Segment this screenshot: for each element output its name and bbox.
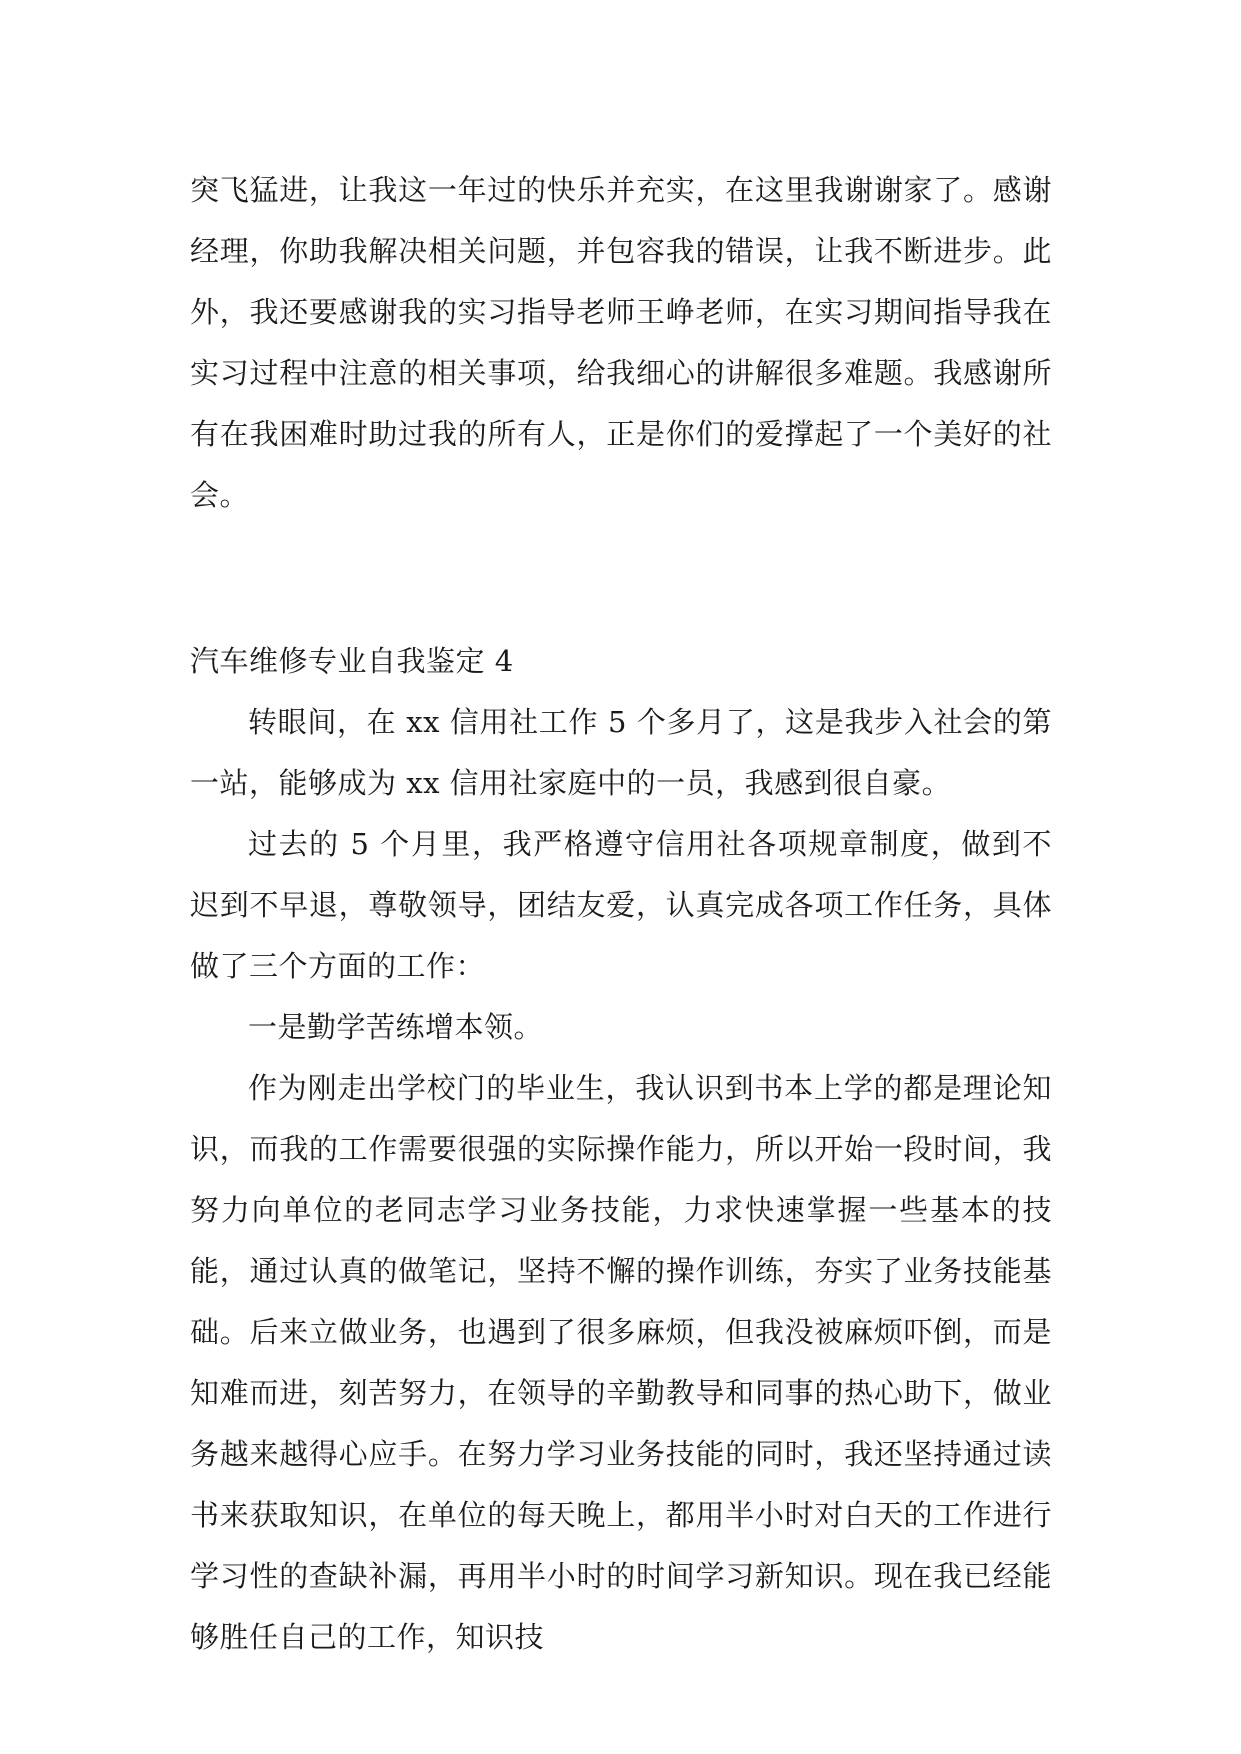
body-paragraph: 过去的 5 个月里，我严格遵守信用社各项规章制度，做到不迟到不早退，尊敬领导，团结友爱，认真完成各项工作任务，具体做了三个方面的工作：: [190, 827, 1052, 983]
body-paragraph: 转眼间，在 xx 信用社工作 5 个多月了，这是我步入社会的第一站，能够成为 xx 信用社家庭中的一员，我感到很自豪。: [190, 705, 1052, 800]
body-paragraph: 一是勤学苦练增本领。: [248, 1010, 544, 1044]
document-body: [190, 160, 1052, 1668]
section-title: 汽车维修专业自我鉴定 4: [190, 644, 514, 678]
body-paragraph: 作为刚走出学校门的毕业生，我认识到书本上学的都是理论知识，而我的工作需要很强的实际操作能力，所以开始一段时间，我努力向单位的老同志学习业务技能，力求快速掌握一些基本的技能，通过认真的做笔记，坚持不懈的操作训练，夯实了业务技能基础。后来立做业务，也遇到了很多麻烦，但我没被麻烦吓倒，而是知难而进，刻苦努力，在领导的辛勤教导和同事的热心助下，做业务越来越得心应手。在努力学习业务技能的同时，我还坚持通过读书来获取知识，在单位的每天晚上，都用半小时对白天的工作进行学习性的查缺补漏，再用半小时的时间学习新知识。现在我已经能够胜任自己的工作，知识技: [190, 1071, 1052, 1654]
opening-paragraph: 突飞猛进，让我这一年过的快乐并充实，在这里我谢谢家了。感谢经理，你助我解决相关问题，并包容我的错误，让我不断进步。此外，我还要感谢我的实习指导老师王峥老师，在实习期间指导我在实习过程中注意的相关事项，给我细心的讲解很多难题。我感谢所有在我困难时助过我的所有人，正是你们的爱撑起了一个美好的社会。: [190, 173, 1052, 512]
